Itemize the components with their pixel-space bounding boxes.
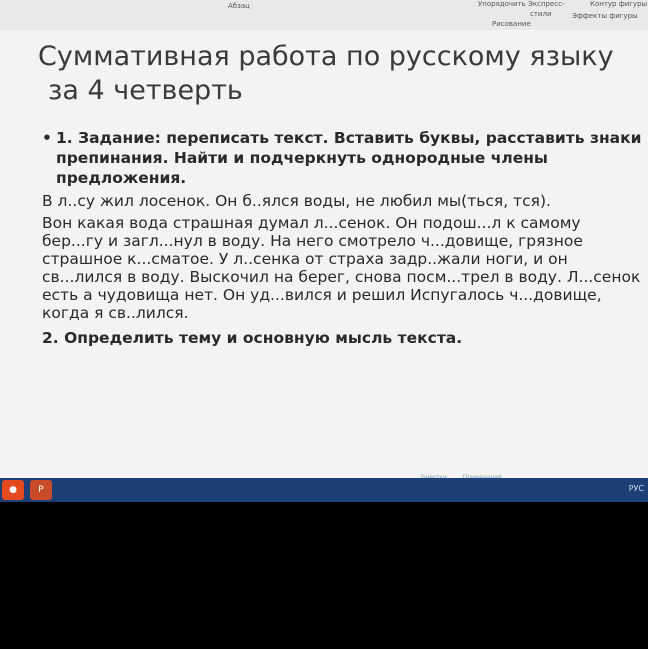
taskbar — [0, 478, 648, 502]
ribbon-label-shape-effects[interactable]: Эффекты фигуры — [572, 12, 638, 20]
task-1-text: 1. Задание: переписать текст. Вставить буквы, расставить знаки препинания. Найти и подчеркнуть однородные члены предложения. — [56, 129, 642, 187]
powerpoint-icon[interactable]: P — [30, 480, 52, 500]
slide — [0, 30, 648, 478]
paragraph-2: Вон какая вода страшная думал л...сенок. Он подош...л к самому бер...гу и загл...нул в воду. На него смотрело ч...довище, грязное страшное к...сматое. У л..сенка от страха задр..жали ноги, и он св...лился в воду. Выскочил на берег, снова посм...трел в воду. Л...сенок есть а чудовища нет. Он уд...вился и решил Испугалось ч...довище, когда я св..лился. — [42, 214, 641, 322]
task-2: 2. Определить тему и основную мысль текста. — [42, 329, 463, 347]
task-1 — [42, 128, 642, 188]
system-tray[interactable]: РУС — [628, 484, 644, 493]
ribbon-label-drawing: Рисование — [492, 20, 531, 28]
ribbon-label-styles[interactable]: стили — [530, 10, 552, 18]
ribbon-label-express[interactable]: Экспресс- — [528, 0, 565, 8]
slide-content — [42, 128, 642, 348]
ribbon-label-shape-outline[interactable]: Контур фигуры — [590, 0, 648, 8]
title-line-1: Суммативная работа по русскому языку — [38, 41, 614, 72]
chrome-icon[interactable]: ● — [2, 480, 24, 500]
bullet-icon: • — [42, 129, 52, 147]
slide-title — [38, 40, 638, 108]
ribbon-label-paragraph[interactable]: Абзац — [228, 2, 250, 10]
paragraph-1: В л..су жил лосенок. Он б..ялся воды, не любил мы(ться, тся). — [42, 192, 551, 210]
title-line-2: за 4 четверть — [48, 75, 243, 106]
ribbon-label-arrange[interactable]: Упорядочить — [478, 0, 526, 8]
ribbon — [0, 0, 648, 31]
